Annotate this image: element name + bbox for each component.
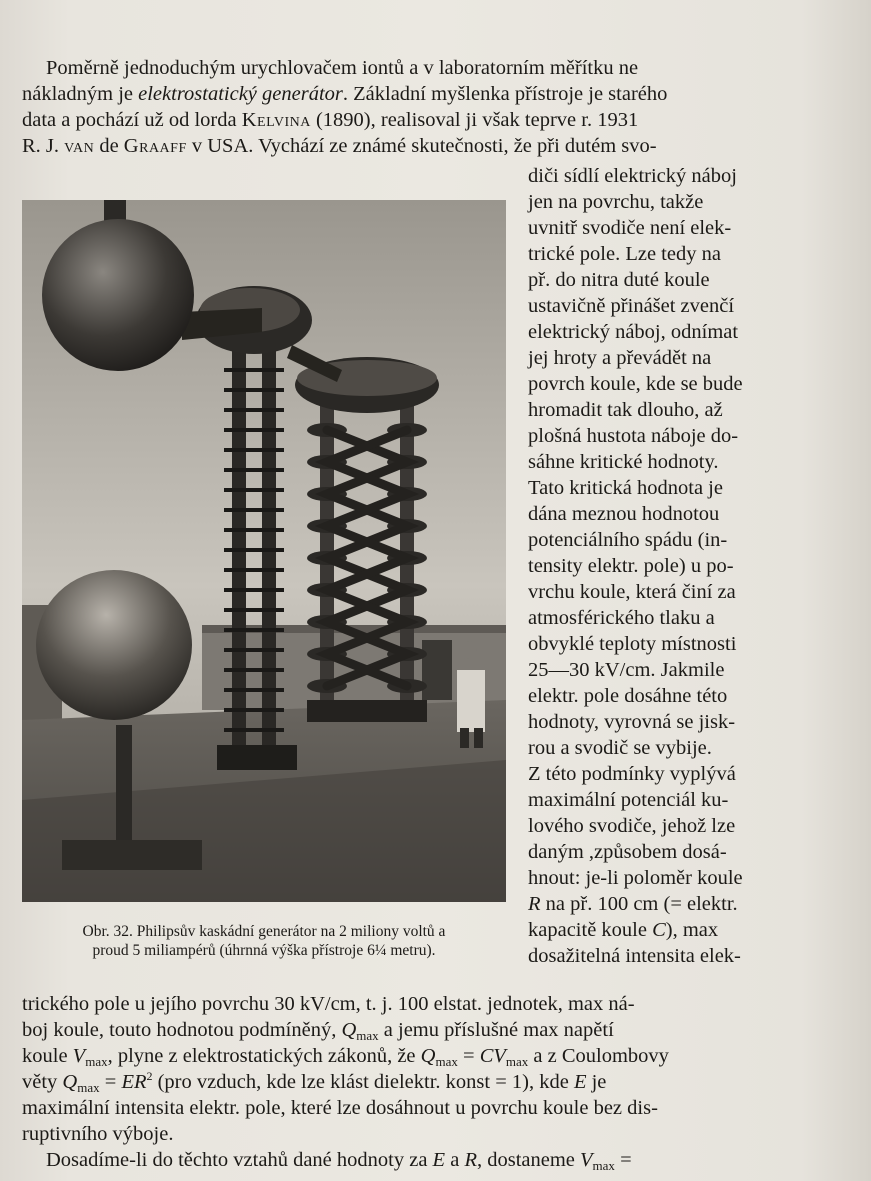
bottom-line-5: maximální intensita elektr. pole, které lze dosáhnout u povrchu koule bez dis- [22,1097,658,1119]
col-line-last: dosažitelná intensita elek- [528,945,741,967]
caption-line-1: Obr. 32. Philipsův kaskádní generátor na 2 miliony voltů a [82,923,446,940]
col-line: atmosférického tlaku a [528,607,715,629]
col-line: Tato kritická hodnota je [528,477,723,499]
top-paragraph [22,55,775,159]
col-line: lového svodiče, jehož lze [528,815,736,837]
col-line: uvnitř svodiče není elek- [528,217,732,239]
col-line: jen na povrchu, takže [528,191,704,213]
bottom-line-4: věty $Q_{max} = ER^2$ (pro vzduch, kde lze klást dielektr. konst = 1), kde E je [22,1069,607,1095]
figure-caption [22,922,506,960]
top-line-2: nákladným je elektrostatický generátor. Základní myšlenka přístroje je starého [22,83,668,105]
side-column [528,163,775,969]
col-line: obvyklé teploty místnosti [528,633,737,655]
bottom-line-3: koule $V_{max}$, plyne z elektrostatických zákonů, že $Q_{max} = CV_{max}$ a z Coulombovy [22,1045,669,1069]
col-line: Z této podmínky vyplývá [528,763,736,785]
col-line: dána meznou hodnotou [528,503,720,525]
col-line: povrch koule, kde se bude [528,373,743,395]
col-line: vrchu koule, která činí za [528,581,736,603]
col-line: sáhne kritické hodnoty. [528,451,719,473]
col-line: tensity elektr. pole) u po- [528,555,734,577]
col-line: diči sídlí elektrický náboj [528,165,737,187]
bottom-line-1: trického pole u jejího povrchu 30 kV/cm, t. j. 100 elstat. jednotek, max ná- [22,993,635,1015]
top-line-1: Poměrně jednoduchým urychlovačem iontů a v laboratorním měřítku ne [46,57,639,79]
caption-line-2: proud 5 miliampérů (úhrnná výška přístroje 6¼ metru). [92,942,436,959]
top-line-4: R. J. van de Graaff v USA. Vychází ze známé skutečnosti, že při dutém svo- [22,135,657,157]
col-line-r: R na př. 100 cm (= elektr. [528,893,738,915]
col-line: plošná hustota náboje do- [528,425,739,447]
col-line: hodnoty, vyrovná se jisk- [528,711,736,733]
col-line: př. do nitra duté koule [528,269,710,291]
col-line: hnout: je-li poloměr koule [528,867,743,889]
col-line: maximální potenciál ku- [528,789,729,811]
col-line: ustavičně přinášet zvenčí [528,295,735,317]
col-line: trické pole. Lze tedy na [528,243,721,265]
generator-photo-illustration [22,200,506,902]
col-line: rou a svodič se vybije. [528,737,712,759]
bottom-line-7: Dosadíme-li do těchto vztahů dané hodnoty za E a R, dostaneme $V_{max}$ = [46,1149,632,1173]
col-line: elektr. pole dosáhne této [528,685,728,707]
col-line-c: kapacitě koule C), max [528,919,719,941]
generator-photo [22,200,506,902]
col-line: daným ,způsobem dosá- [528,841,727,863]
top-line-3: data a pochází už od lorda Kelvina (1890), realisoval ji však teprve r. 1931 [22,109,639,131]
bottom-line-6: ruptivního výboje. [22,1123,174,1145]
col-line: jej hroty a převádět na [528,347,712,369]
bottom-paragraph [22,991,775,1173]
bottom-line-2: boj koule, touto hodnotou podmíněný, $Q_{max}$ a jemu příslušné max napětí [22,1019,614,1043]
col-line: hromadit tak dlouho, až [528,399,723,421]
col-line: elektrický náboj, odnímat [528,321,739,343]
col-line: 25—30 kV/cm. Jakmile [528,659,725,681]
col-line: potenciálního spádu (in- [528,529,728,551]
